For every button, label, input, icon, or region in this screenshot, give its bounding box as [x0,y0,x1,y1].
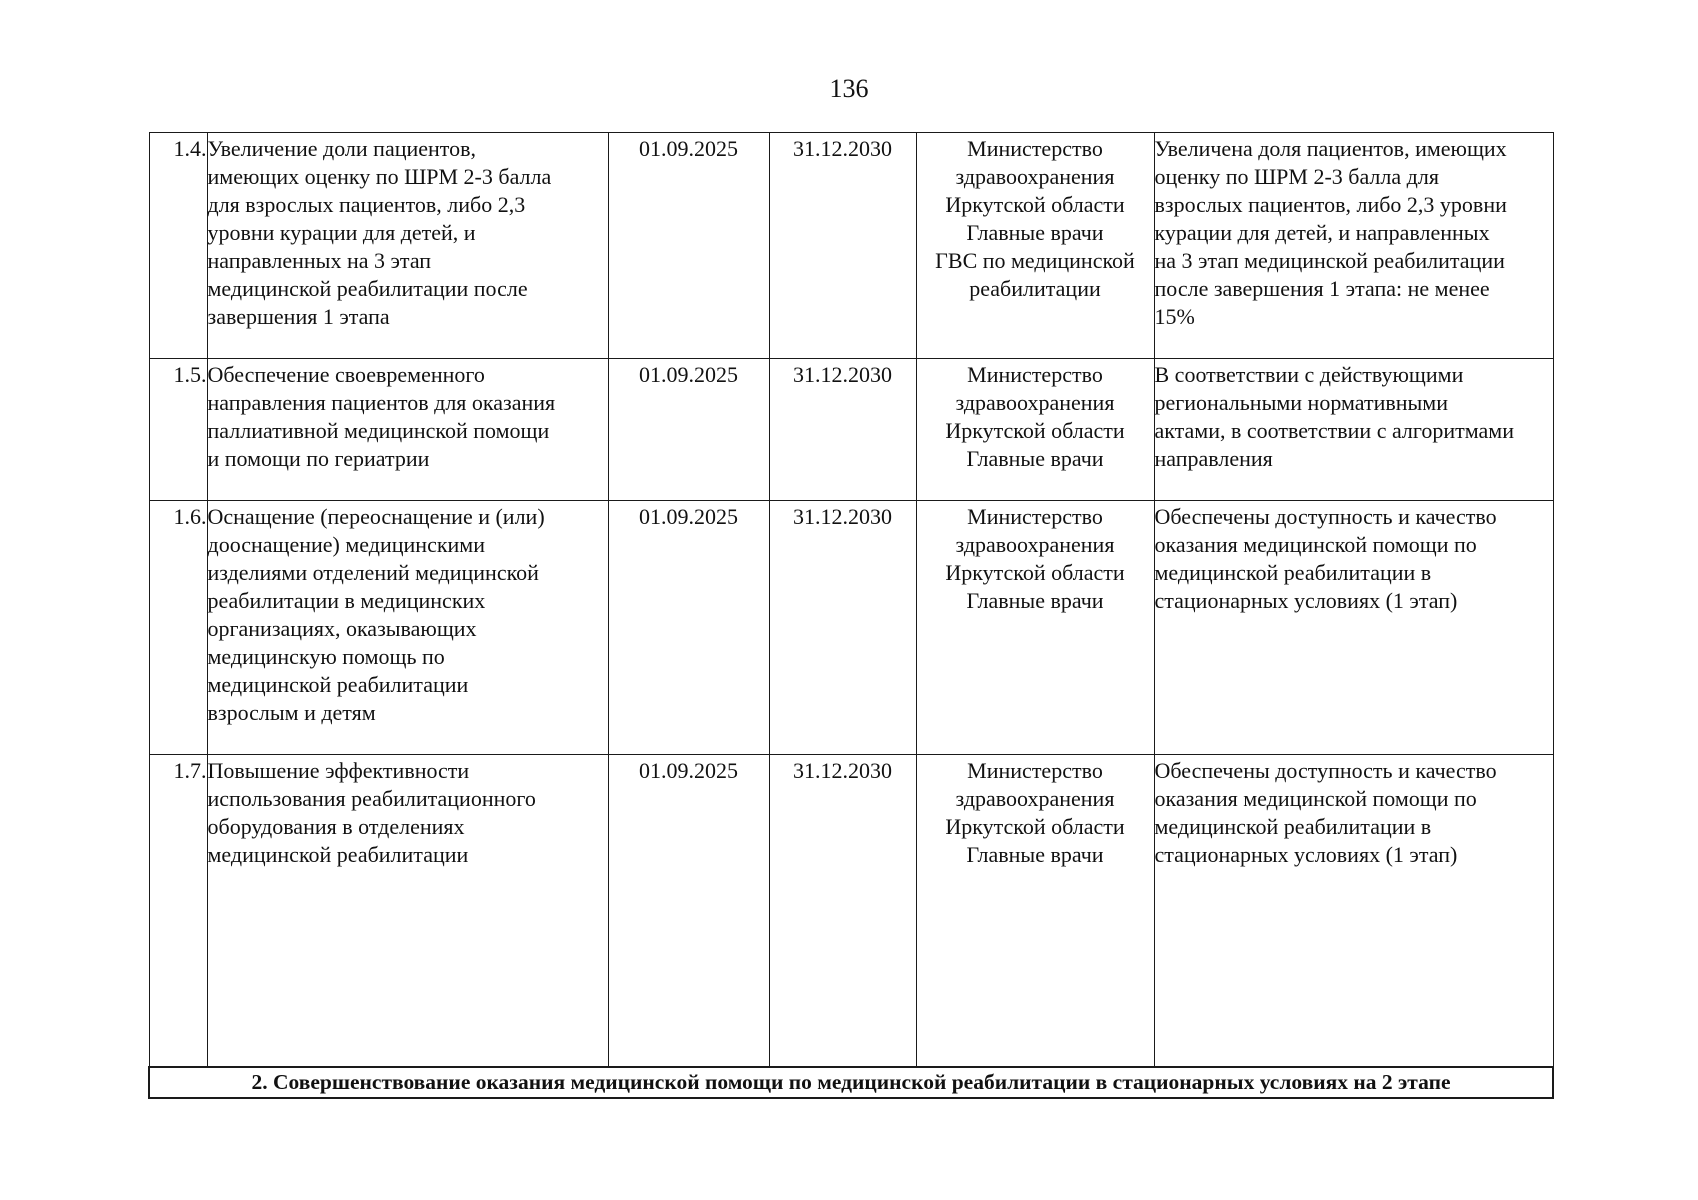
start-date: 01.09.2025 [608,755,769,1068]
activity-name: Оснащение (переоснащение и (или) дооснащение) медицинскими изделиями отделений медицинской реабилитации в медицинских организациях, оказывающих медицинскую помощь по медицинской реабилитации взрослым и детям [207,501,608,755]
end-date: 31.12.2030 [769,359,916,501]
end-date: 31.12.2030 [769,755,916,1068]
end-date: 31.12.2030 [769,501,916,755]
activities-table [148,132,1554,1099]
page-number: 136 [829,74,869,103]
table-row [149,501,1553,755]
start-date: 01.09.2025 [608,501,769,755]
item-number: 1.6. [149,501,207,755]
item-number: 1.7. [149,755,207,1068]
expected-result: В соответствии с действующими региональными нормативными актами, в соответствии с алгоритмами направления [1154,359,1553,501]
expected-result: Увеличена доля пациентов, имеющих оценку по ШРМ 2-3 балла для взрослых пациентов, либо 2,3 уровни курации для детей, и направленных на 3 этап медицинской реабилитации после завершения 1 этапа: не менее 15% [1154,133,1553,359]
responsible-party: Министерство здравоохранения Иркутской области Главные врачи [916,501,1154,755]
responsible-party: Министерство здравоохранения Иркутской области Главные врачи [916,359,1154,501]
activity-name: Повышение эффективности использования реабилитационного оборудования в отделениях медицинской реабилитации [207,755,608,1068]
table-row [149,755,1553,1068]
table-row [149,133,1553,359]
responsible-party: Министерство здравоохранения Иркутской области Главные врачи [916,755,1154,1068]
responsible-party: Министерство здравоохранения Иркутской области Главные врачи ГВС по медицинской реабилитации [916,133,1154,359]
section-heading-row [149,1067,1553,1098]
section-heading: 2. Совершенствование оказания медицинской помощи по медицинской реабилитации в стационарных условиях на 2 этапе [149,1067,1553,1098]
item-number: 1.5. [149,359,207,501]
expected-result: Обеспечены доступность и качество оказания медицинской помощи по медицинской реабилитации в стационарных условиях (1 этап) [1154,501,1553,755]
table-row [149,359,1553,501]
activity-name: Увеличение доли пациентов, имеющих оценку по ШРМ 2-3 балла для взрослых пациентов, либо 2,3 уровни курации для детей, и направленных на 3 этап медицинской реабилитации после завершения 1 этапа [207,133,608,359]
start-date: 01.09.2025 [608,359,769,501]
expected-result: Обеспечены доступность и качество оказания медицинской помощи по медицинской реабилитации в стационарных условиях (1 этап) [1154,755,1553,1068]
item-number: 1.4. [149,133,207,359]
end-date: 31.12.2030 [769,133,916,359]
activity-name: Обеспечение своевременного направления пациентов для оказания паллиативной медицинской помощи и помощи по гериатрии [207,359,608,501]
start-date: 01.09.2025 [608,133,769,359]
